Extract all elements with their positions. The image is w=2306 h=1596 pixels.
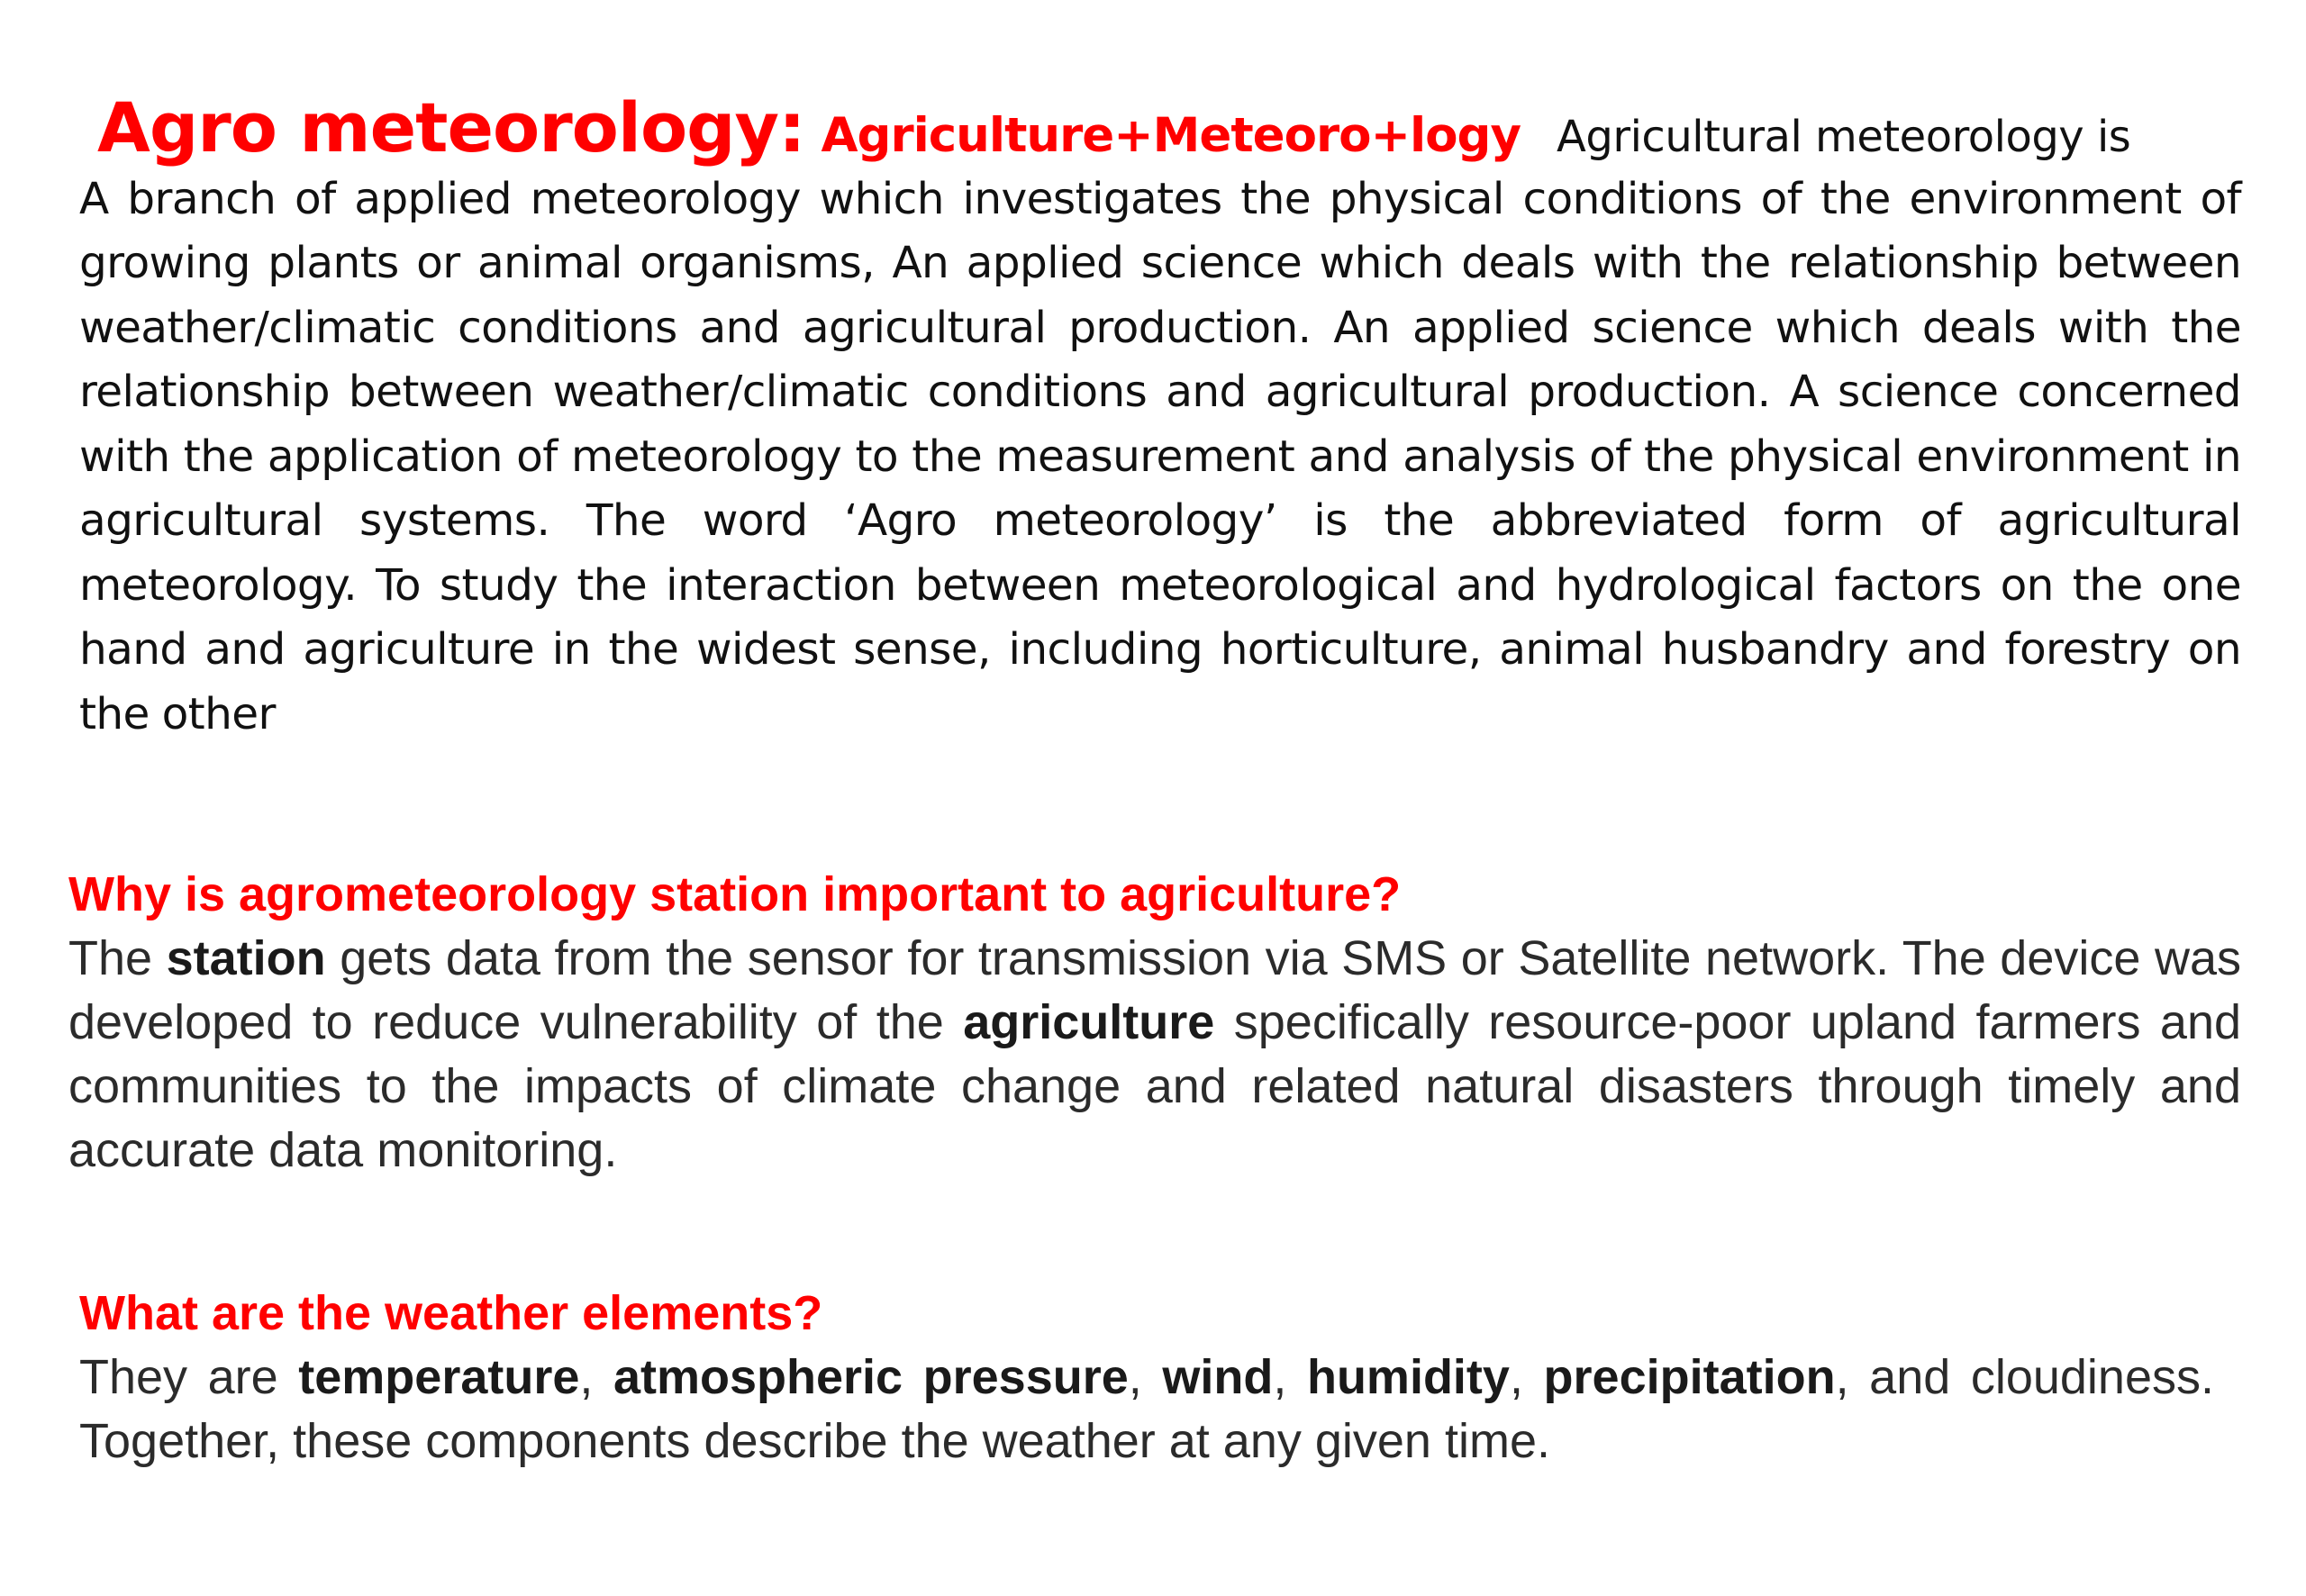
weather-question: What are the weather elements? xyxy=(79,1286,823,1340)
answer-text: , xyxy=(579,1350,613,1404)
weather-answer xyxy=(79,1346,2214,1474)
answer-text: gets data from the sensor for transmission via SMS or Satellite network. The device was developed to reduce vulnerability of the xyxy=(68,931,2241,1049)
station-question: Why is agrometeorology station important to agriculture? xyxy=(68,867,1402,921)
title-line xyxy=(79,87,2241,168)
answer-text: , xyxy=(1128,1350,1163,1404)
title-etymology: Agriculture+Meteoro+logy xyxy=(821,108,1521,163)
answer-keyword: temperature xyxy=(298,1350,580,1404)
definition-paragraph: A branch of applied meteorology which investigates the physical conditions of the environment of growing plants or animal organisms, An applied science which deals with the relationship between weather/climatic conditions and agricultural production. An applied science which deals with the relationship between weather/climatic conditions and agricultural production. A science concerned with the application of meteorology to the measurement and analysis of the physical environment in agricultural systems. The word ‘Agro meteorology’ is the abbreviated form of agricultural meteorology. To study the interaction between meteorological and hydrological factors on the one hand and agriculture in the widest sense, including horticulture, animal husbandry and forestry on the other xyxy=(79,173,2241,739)
answer-keyword: precipitation xyxy=(1543,1350,1836,1404)
answer-text: They are xyxy=(79,1350,299,1404)
answer-keyword: station xyxy=(166,931,326,985)
answer-text: , xyxy=(1509,1350,1544,1404)
answer-text: specifically resource-poor upland farmers and communities to the impacts of climate change and related natural disasters through timely and accurate data monitoring. xyxy=(68,995,2242,1177)
page-title: Agro meteorology: xyxy=(97,87,805,168)
answer-keyword: agriculture xyxy=(963,995,1215,1049)
station-section xyxy=(68,865,2241,1183)
answer-text: The xyxy=(68,931,167,985)
weather-section xyxy=(79,1283,2214,1474)
answer-text: , and cloudiness. Together, these components describe the weather at any given time. xyxy=(79,1350,2214,1468)
definition-block xyxy=(79,87,2241,747)
answer-text: , xyxy=(1273,1350,1307,1404)
title-lead-in: Agricultural meteorology is xyxy=(1557,112,2131,162)
station-answer xyxy=(68,927,2241,1183)
answer-keyword: humidity xyxy=(1306,1350,1510,1404)
answer-keyword: wind xyxy=(1162,1350,1274,1404)
answer-keyword: atmospheric pressure xyxy=(613,1350,1129,1404)
